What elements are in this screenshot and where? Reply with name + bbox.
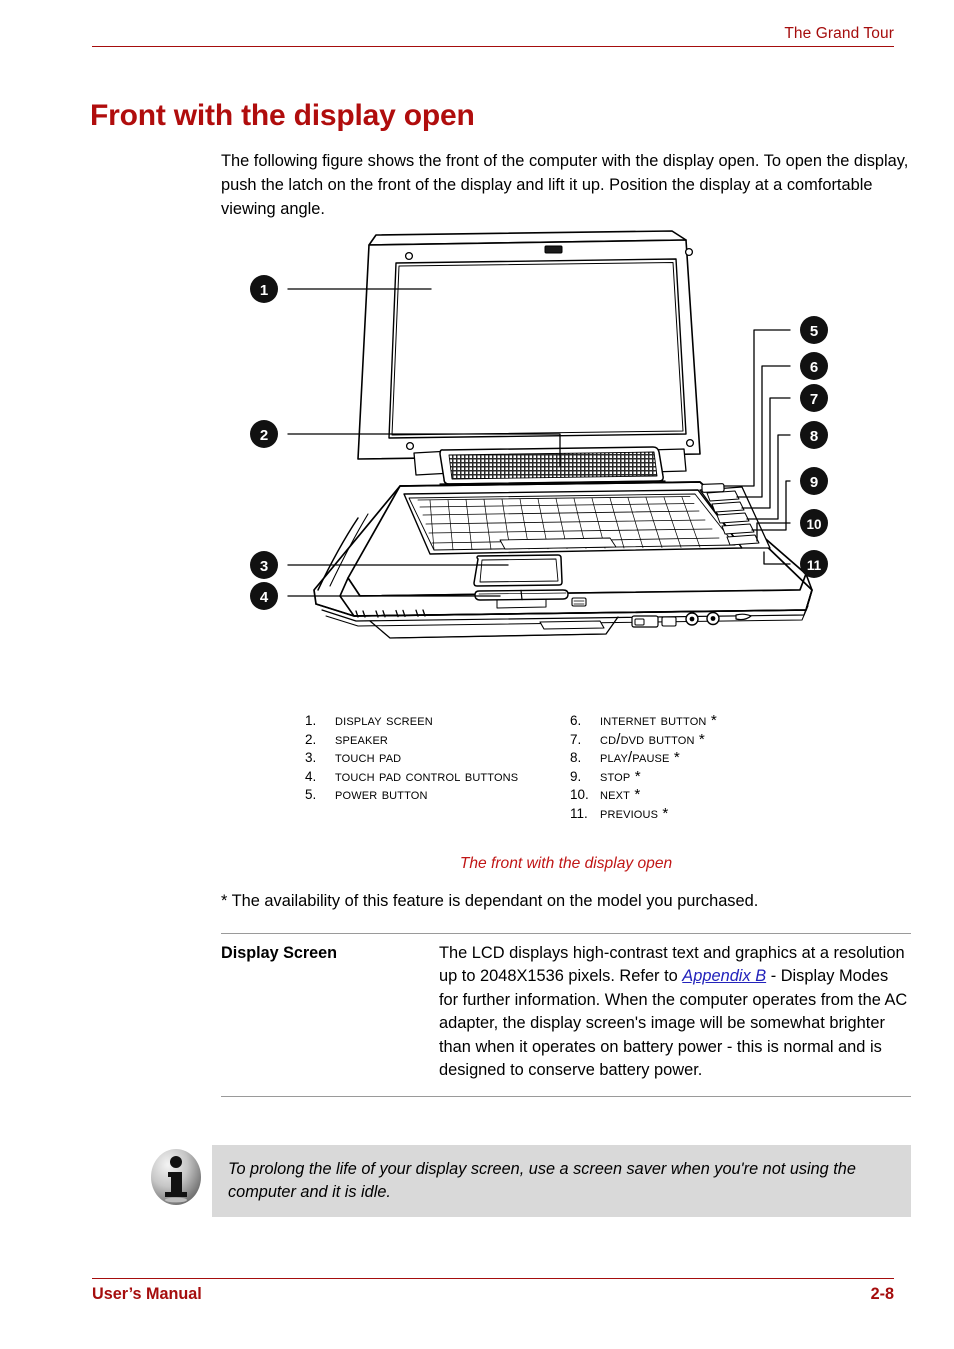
definition-description <box>439 942 911 1082</box>
legend-label: stop * <box>600 767 641 785</box>
definition-term: Display Screen <box>221 944 338 962</box>
legend-column-left <box>305 712 555 805</box>
legend-number: 5. <box>305 787 317 803</box>
svg-text:11: 11 <box>806 558 822 573</box>
legend-number: 8. <box>570 750 582 766</box>
definition-rule-bottom <box>221 1096 911 1097</box>
callout-11 <box>800 550 828 578</box>
svg-text:5: 5 <box>809 323 819 340</box>
definition-text-before: The LCD displays high-contrast text and graphics at a resolution up to 2048X1536 pixels. Refer to <box>439 944 905 986</box>
note-box <box>148 1145 911 1217</box>
svg-text:8: 8 <box>809 428 819 445</box>
list-item <box>305 768 555 787</box>
appendix-b-link[interactable]: Appendix B <box>682 967 767 986</box>
list-item <box>570 786 790 805</box>
header-rule <box>92 46 894 47</box>
legend-label: next * <box>600 786 641 804</box>
definition-row <box>221 934 911 1082</box>
page-header <box>92 24 894 47</box>
callout-8 <box>800 421 828 449</box>
callout-6 <box>800 352 828 380</box>
legend-number: 6. <box>570 713 582 728</box>
legend-label: play/pause * <box>600 749 680 767</box>
svg-text:4: 4 <box>259 589 269 606</box>
callout-5 <box>800 316 828 344</box>
definition-block <box>221 933 911 1097</box>
legend-number: 10. <box>570 787 589 803</box>
legend-number: 4. <box>305 768 317 784</box>
info-icon <box>148 1147 206 1209</box>
page-title: Front with the display open <box>90 99 475 133</box>
page-number: 2-8 <box>870 1285 894 1303</box>
legend-label: touch pad <box>335 749 402 767</box>
callout-1 <box>250 275 278 303</box>
svg-text:1: 1 <box>259 282 269 299</box>
list-item <box>570 805 790 824</box>
legend-number: 9. <box>570 768 582 784</box>
footer-manual-label: User’s Manual <box>92 1285 202 1303</box>
footer-rule <box>92 1278 894 1279</box>
callout-4 <box>250 582 278 610</box>
running-head: The Grand Tour <box>784 25 894 42</box>
laptop-figure <box>0 218 954 648</box>
legend-number: 11. <box>570 805 588 821</box>
definition-text-after: - Display Modes for further information. When the computer operates from the AC adapter, the display screen's image will be somewhat brighter than when it operates on battery power - this is normal and is designed to conserve battery power. <box>439 967 908 1080</box>
svg-text:9: 9 <box>809 474 819 491</box>
list-item <box>305 731 555 750</box>
footnote: * The availability of this feature is dependant on the model you purchased. <box>221 892 759 910</box>
list-item <box>305 786 555 805</box>
legend-column-right <box>570 712 790 824</box>
callout-9 <box>800 467 828 495</box>
legend-number: 3. <box>305 750 317 766</box>
footer-row <box>92 1285 894 1304</box>
figure-caption: The front with the display open <box>459 855 673 872</box>
legend-label: power button <box>335 786 428 804</box>
intro-paragraph: The following figure shows the front of the computer with the display open. To open the display, push the latch on the front of the display and lift it up. Position the display at a comfortable viewing angle. <box>221 152 909 218</box>
svg-text:10: 10 <box>806 517 822 532</box>
list-item <box>305 749 555 768</box>
legend-label: internet button * <box>600 712 717 729</box>
callout-10 <box>800 509 828 537</box>
list-item <box>570 731 790 750</box>
callout-3 <box>250 551 278 579</box>
legend-label: previous * <box>600 804 669 822</box>
legend-number: 1. <box>305 713 317 728</box>
callout-2 <box>250 420 278 448</box>
legend-number: 7. <box>570 731 582 747</box>
page-footer <box>92 1278 894 1304</box>
legend-number: 2. <box>305 731 317 747</box>
note-text: To prolong the life of your display screen, use a screen saver when you're not using the computer and it is idle. <box>212 1145 911 1217</box>
list-item <box>305 712 555 731</box>
legend-label: display screen <box>335 712 433 729</box>
legend-label: cd/dvd button * <box>600 730 705 748</box>
list-item <box>570 712 790 731</box>
callout-7 <box>800 384 828 412</box>
list-item <box>570 768 790 787</box>
svg-text:6: 6 <box>809 359 819 376</box>
list-item <box>570 749 790 768</box>
svg-text:3: 3 <box>259 558 269 575</box>
svg-text:7: 7 <box>809 391 819 408</box>
legend-label: touch pad control buttons <box>335 767 519 785</box>
legend-label: speaker <box>335 730 389 748</box>
svg-text:2: 2 <box>259 427 269 444</box>
